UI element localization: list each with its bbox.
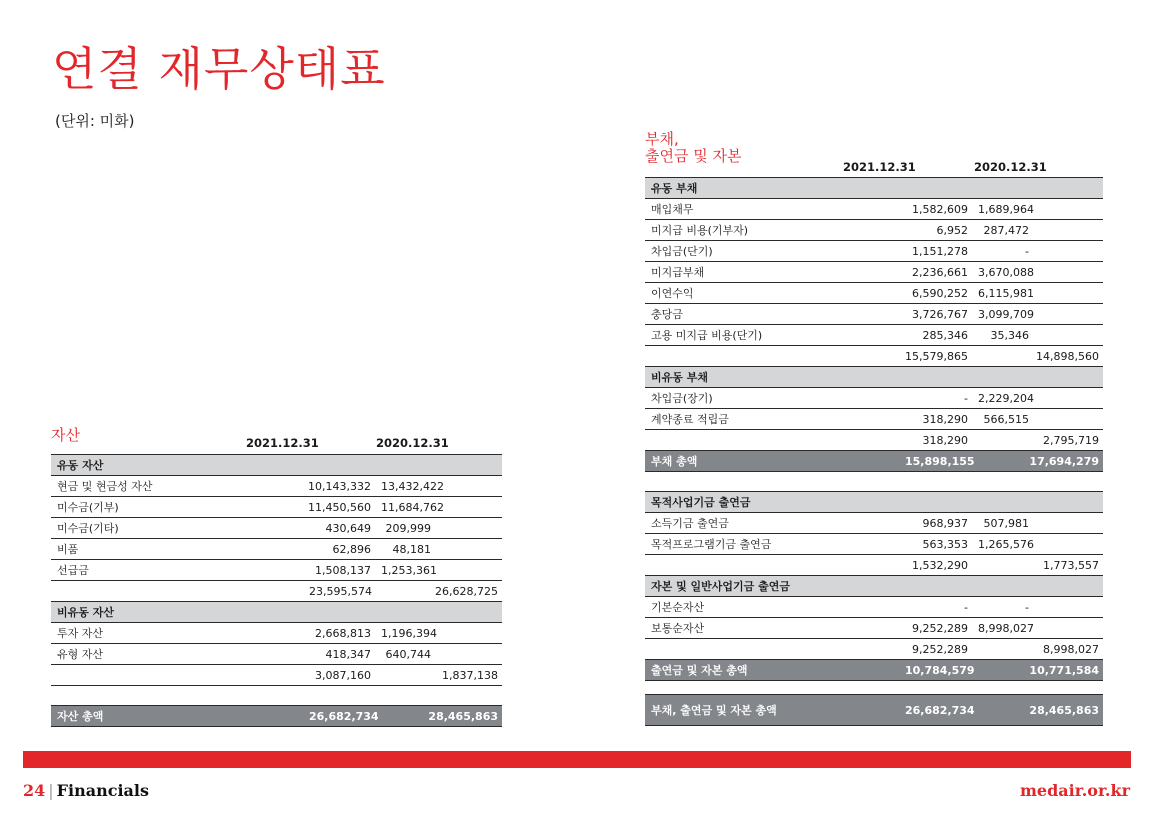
value-2021: 9,252,289	[831, 618, 972, 639]
spacer-row	[645, 681, 1103, 695]
footer-section: Financials	[56, 781, 149, 800]
subtotal-2021: 3,087,160	[303, 665, 375, 686]
value-2021: 2,236,661	[831, 262, 972, 283]
row-label: 미수금(기타)	[51, 518, 236, 539]
footer-page-label	[23, 781, 149, 800]
value-2021: -	[831, 597, 972, 618]
subtotal-2020: 8,998,027	[972, 639, 1103, 660]
group-label: 유동 자산	[51, 455, 502, 476]
total-2020: 17,694,279	[972, 451, 1103, 472]
subtotal-row	[645, 430, 1103, 451]
subtotal-2020: 1,837,138	[375, 665, 502, 686]
row-label: 유형 자산	[51, 644, 236, 665]
subtotal-2021: 15,579,865	[899, 346, 972, 367]
value-2020: 507,981	[972, 513, 1033, 534]
subtotal-2020: 2,795,719	[972, 430, 1103, 451]
table-row	[645, 262, 1103, 283]
value-2020: 1,689,964	[972, 199, 1033, 220]
table-row	[645, 409, 1103, 430]
liabilities-current-group-row	[645, 178, 1103, 199]
table-row	[645, 618, 1103, 639]
row-label: 미지급부채	[645, 262, 831, 283]
subtotal-row	[645, 555, 1103, 576]
total-2020: 10,771,584	[972, 660, 1103, 681]
table-row	[51, 476, 502, 497]
value-2021: 6,952	[831, 220, 972, 241]
value-2021: 430,649	[236, 518, 375, 539]
value-2021: 3,726,767	[831, 304, 972, 325]
table-row	[645, 325, 1103, 346]
table-row	[645, 513, 1103, 534]
table-row	[51, 560, 502, 581]
row-label: 계약종료 적립금	[645, 409, 831, 430]
assets-current-group-row	[51, 455, 502, 476]
grand-total-2021: 26,682,734	[899, 695, 972, 726]
value-2021: 563,353	[831, 534, 972, 555]
liabilities-table	[645, 177, 1103, 726]
subtotal-row	[645, 346, 1103, 367]
table-row	[51, 518, 502, 539]
subtotal-2021: 318,290	[899, 430, 972, 451]
page-title: 연결 재무상태표	[52, 42, 386, 96]
grand-total-2020: 28,465,863	[972, 695, 1103, 726]
assets-total-row	[51, 706, 502, 727]
table-row	[51, 539, 502, 560]
group-label: 유동 부채	[645, 178, 1103, 199]
total-label: 자산 총액	[51, 706, 303, 727]
table-row	[645, 534, 1103, 555]
equity-total-row	[645, 660, 1103, 681]
subtotal-row	[645, 639, 1103, 660]
row-label: 보통순자산	[645, 618, 831, 639]
subtotal-row	[51, 665, 502, 686]
value-2020: 209,999	[375, 518, 435, 539]
liabilities-column-2020: 2020.12.31	[974, 160, 1047, 174]
table-row	[51, 497, 502, 518]
total-2021: 10,784,579	[899, 660, 972, 681]
value-2020: 566,515	[972, 409, 1033, 430]
page-number: 24	[23, 781, 46, 800]
value-2020: 2,229,204	[972, 388, 1033, 409]
table-row	[51, 623, 502, 644]
table-row	[51, 644, 502, 665]
subtotal-2020: 26,628,725	[375, 581, 502, 602]
row-label: 소득기금 출연금	[645, 513, 831, 534]
liabilities-section-title	[645, 131, 741, 165]
value-2021: -	[831, 388, 972, 409]
section-title-line1: 부채,	[645, 130, 679, 148]
value-2021: 418,347	[236, 644, 375, 665]
value-2020: 3,099,709	[972, 304, 1033, 325]
total-label: 출연금 및 자본 총액	[645, 660, 899, 681]
table-row	[645, 283, 1103, 304]
row-label: 차입금(단기)	[645, 241, 831, 262]
value-2020: 48,181	[375, 539, 435, 560]
liabilities-total-row	[645, 451, 1103, 472]
row-label: 충당금	[645, 304, 831, 325]
value-2020: 11,684,762	[375, 497, 435, 518]
row-label: 기본순자산	[645, 597, 831, 618]
total-2021: 26,682,734	[303, 706, 375, 727]
subtotal-row	[51, 581, 502, 602]
value-2020: -	[972, 241, 1033, 262]
table-row	[645, 597, 1103, 618]
value-2021: 11,450,560	[236, 497, 375, 518]
group-label: 목적사업기금 출연금	[645, 492, 1103, 513]
section-title-line2: 출연금 및 자본	[645, 147, 742, 165]
value-2021: 318,290	[831, 409, 972, 430]
value-2020: 287,472	[972, 220, 1033, 241]
assets-column-2021: 2021.12.31	[246, 436, 319, 450]
grand-total-label: 부채, 출연금 및 자본 총액	[645, 695, 899, 726]
value-2020: 35,346	[972, 325, 1033, 346]
spacer-row	[645, 472, 1103, 492]
grand-total-row	[645, 695, 1103, 726]
assets-noncurrent-group-row	[51, 602, 502, 623]
row-label: 비품	[51, 539, 236, 560]
spacer-row	[51, 686, 502, 706]
total-2021: 15,898,155	[899, 451, 972, 472]
subtotal-2020: 14,898,560	[972, 346, 1103, 367]
group-label: 비유동 자산	[51, 602, 502, 623]
assets-column-2020: 2020.12.31	[376, 436, 449, 450]
value-2021: 62,896	[236, 539, 375, 560]
subtotal-2021: 1,532,290	[899, 555, 972, 576]
total-2020: 28,465,863	[375, 706, 502, 727]
row-label: 차입금(장기)	[645, 388, 831, 409]
row-label: 매입채무	[645, 199, 831, 220]
table-row	[645, 388, 1103, 409]
value-2020: 3,670,088	[972, 262, 1033, 283]
row-label: 목적프로그램기금 출연금	[645, 534, 831, 555]
value-2020: 640,744	[375, 644, 435, 665]
value-2020: 1,253,361	[375, 560, 435, 581]
row-label: 미지급 비용(기부자)	[645, 220, 831, 241]
group-label: 자본 및 일반사업기금 출연금	[645, 576, 1103, 597]
value-2021: 1,151,278	[831, 241, 972, 262]
liabilities-noncurrent-group-row	[645, 367, 1103, 388]
value-2020: 13,432,422	[375, 476, 435, 497]
liabilities-column-2021: 2021.12.31	[843, 160, 916, 174]
row-label: 고용 미지급 비용(단기)	[645, 325, 831, 346]
value-2020: 1,196,394	[375, 623, 435, 644]
value-2021: 1,508,137	[236, 560, 375, 581]
value-2020: -	[972, 597, 1033, 618]
subtotal-2020: 1,773,557	[972, 555, 1103, 576]
footer-website[interactable]: medair.or.kr	[1020, 781, 1130, 800]
subtotal-2021: 23,595,574	[303, 581, 375, 602]
value-2021: 1,582,609	[831, 199, 972, 220]
footer-red-bar	[23, 751, 1131, 768]
row-label: 선급금	[51, 560, 236, 581]
separator: |	[48, 781, 54, 800]
fund-group-row	[645, 492, 1103, 513]
table-row	[645, 304, 1103, 325]
unit-note: (단위: 미화)	[55, 112, 135, 130]
value-2021: 2,668,813	[236, 623, 375, 644]
value-2020: 8,998,027	[972, 618, 1033, 639]
row-label: 이연수익	[645, 283, 831, 304]
value-2021: 968,937	[831, 513, 972, 534]
row-label: 미수금(기부)	[51, 497, 236, 518]
total-label: 부채 총액	[645, 451, 899, 472]
value-2021: 285,346	[831, 325, 972, 346]
table-row	[645, 241, 1103, 262]
value-2021: 10,143,332	[236, 476, 375, 497]
subtotal-2021: 9,252,289	[899, 639, 972, 660]
value-2020: 6,115,981	[972, 283, 1033, 304]
table-row	[645, 220, 1103, 241]
equity-group-row	[645, 576, 1103, 597]
row-label: 현금 및 현금성 자산	[51, 476, 236, 497]
assets-section-title: 자산	[51, 426, 80, 444]
row-label: 투자 자산	[51, 623, 236, 644]
table-row	[645, 199, 1103, 220]
group-label: 비유동 부채	[645, 367, 1103, 388]
assets-table	[51, 454, 502, 727]
value-2020: 1,265,576	[972, 534, 1033, 555]
value-2021: 6,590,252	[831, 283, 972, 304]
